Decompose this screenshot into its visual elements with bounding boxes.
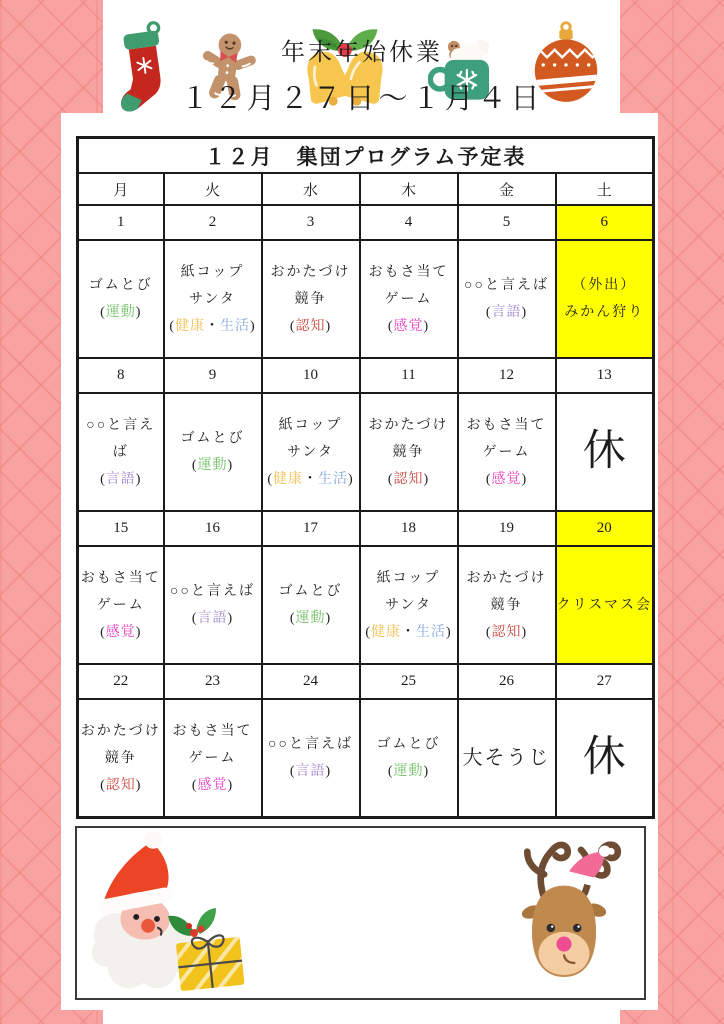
activity-category: (認知) [387, 471, 430, 487]
activity-name: 休 [582, 428, 626, 475]
activity-name: ○○と言えば [86, 417, 156, 460]
category-label: 生活 [220, 318, 250, 334]
date-cell-18: 18 [360, 511, 458, 546]
weekday-header: 木 [360, 173, 458, 205]
calendar-body [78, 205, 654, 818]
date-cell-11: 11 [360, 358, 458, 393]
date-cell-23: 23 [164, 664, 262, 699]
category-label: 認知 [295, 318, 326, 334]
activity-cell [164, 546, 262, 664]
activity-name: おもさ当て [80, 570, 161, 586]
activity-name: おもさ当て [466, 417, 547, 433]
weekday-header: 火 [164, 173, 262, 205]
activity-cell [78, 240, 164, 358]
activity-category: (言語) [191, 611, 234, 626]
date-row [78, 511, 654, 546]
category-label: 感覚 [491, 471, 522, 487]
activity-category: (感覚) [100, 624, 142, 640]
activity-name: ○○と言えば [170, 584, 255, 599]
category-label: 運動 [295, 611, 326, 626]
date-cell-17: 17 [262, 511, 360, 546]
activity-cell [262, 546, 360, 664]
activity-category: (言語) [485, 305, 528, 320]
calendar-table [76, 136, 655, 819]
date-cell-12: 12 [458, 358, 556, 393]
activity-name: サンタ [287, 444, 334, 460]
activity-category: (認知) [100, 777, 142, 793]
activity-cell [360, 546, 458, 664]
category-label: 言語 [105, 471, 136, 487]
activity-category: (運動) [191, 458, 234, 473]
holiday-notice-title: 年末年始休業 [281, 40, 443, 66]
activity-category: (健康・生活) [169, 318, 256, 334]
activity-name: おかたづけ [466, 570, 547, 586]
activity-cell [164, 699, 262, 818]
activity-category: (感覚) [191, 777, 234, 793]
category-label: 言語 [295, 764, 326, 779]
activity-category: (認知) [289, 318, 332, 334]
category-label: 感覚 [197, 777, 228, 793]
date-cell-2: 2 [164, 205, 262, 240]
activity-cell [556, 546, 654, 664]
activity-name: みかん狩り [564, 305, 645, 320]
activity-name: 紙コップ [180, 264, 245, 280]
activity-name: （外出） [572, 278, 637, 293]
category-label: 運動 [197, 458, 228, 473]
activity-name: ゴムとび [278, 584, 343, 599]
category-label: 生活 [416, 624, 446, 640]
activity-row [78, 393, 654, 511]
category-label: 言語 [491, 305, 522, 320]
activity-cell [458, 393, 556, 511]
category-label: 感覚 [105, 624, 136, 640]
activity-name: クリスマス会 [556, 597, 652, 613]
date-cell-27: 27 [556, 664, 654, 699]
activity-name: おかたづけ [368, 417, 449, 433]
date-cell-16: 16 [164, 511, 262, 546]
activity-category: (運動) [289, 611, 332, 626]
activity-name: おかたづけ [80, 723, 161, 739]
activity-name: ゲーム [384, 291, 433, 307]
activity-row [78, 546, 654, 664]
activity-name: 休 [582, 734, 626, 781]
holiday-notice-dates: １２月２７日～１月４日 [180, 83, 544, 115]
activity-cell [78, 393, 164, 511]
activity-name: 競争 [104, 750, 137, 766]
activity-cell [458, 546, 556, 664]
activity-cell [556, 699, 654, 818]
activity-cell [458, 240, 556, 358]
activity-cell [556, 240, 654, 358]
activity-category: (健康・生活) [365, 624, 452, 640]
activity-cell [262, 699, 360, 818]
date-cell-13: 13 [556, 358, 654, 393]
weekday-header: 水 [262, 173, 360, 205]
activity-name: ゴムとび [88, 278, 153, 293]
gift-with-holly-icon [164, 902, 256, 996]
activity-name: 大そうじ [462, 747, 551, 769]
date-cell-26: 26 [458, 664, 556, 699]
activity-cell [458, 699, 556, 818]
activity-cell [164, 393, 262, 511]
weekday-header: 金 [458, 173, 556, 205]
activity-category: (運動) [100, 305, 142, 320]
weekday-header: 土 [556, 173, 654, 205]
activity-cell [164, 240, 262, 358]
activity-name: ○○と言えば [464, 278, 549, 293]
weekday-header: 月 [78, 173, 164, 205]
activity-name: おもさ当て [368, 264, 449, 280]
date-cell-15: 15 [78, 511, 164, 546]
date-cell-22: 22 [78, 664, 164, 699]
activity-name: 紙コップ [278, 417, 343, 433]
activity-name: ゲーム [188, 750, 237, 766]
category-label: 認知 [393, 471, 424, 487]
activity-category: (言語) [100, 471, 142, 487]
date-cell-20: 20 [556, 511, 654, 546]
bottom-white-band [103, 1010, 620, 1024]
date-row [78, 358, 654, 393]
calendar-title: １２月 集団プログラム予定表 [78, 138, 654, 174]
category-label: 言語 [197, 611, 228, 626]
activity-category: (言語) [289, 764, 332, 779]
activity-cell [262, 240, 360, 358]
activity-name: サンタ [189, 291, 236, 307]
activity-name: 競争 [490, 597, 523, 613]
activity-cell [360, 240, 458, 358]
date-cell-3: 3 [262, 205, 360, 240]
date-row [78, 664, 654, 699]
category-label: 運動 [393, 764, 424, 779]
date-cell-25: 25 [360, 664, 458, 699]
activity-cell [360, 393, 458, 511]
date-cell-1: 1 [78, 205, 164, 240]
activity-category: (運動) [387, 764, 430, 779]
activity-name: おもさ当て [172, 723, 253, 739]
activity-row [78, 240, 654, 358]
activity-category: (感覚) [387, 318, 430, 334]
date-cell-6: 6 [556, 205, 654, 240]
date-cell-10: 10 [262, 358, 360, 393]
category-label: 健康 [273, 471, 303, 487]
activity-name: ゲーム [482, 444, 531, 460]
activity-name: ○○と言えば [268, 737, 353, 752]
activity-cell [360, 699, 458, 818]
calendar-title-row [78, 138, 654, 174]
date-row [78, 205, 654, 240]
activity-name: おかたづけ [270, 264, 351, 280]
activity-category: (感覚) [485, 471, 528, 487]
activity-name: 競争 [392, 444, 425, 460]
activity-name: ゲーム [96, 597, 145, 613]
activity-cell [556, 393, 654, 511]
activity-name: ゴムとび [376, 737, 441, 752]
date-cell-4: 4 [360, 205, 458, 240]
category-label: 生活 [318, 471, 348, 487]
activity-cell [78, 546, 164, 664]
category-label: 認知 [491, 624, 522, 640]
date-cell-9: 9 [164, 358, 262, 393]
category-label: 認知 [105, 777, 136, 793]
reindeer-icon [498, 834, 630, 990]
category-label: 健康 [371, 624, 401, 640]
activity-cell [262, 393, 360, 511]
category-label: 感覚 [393, 318, 424, 334]
date-cell-8: 8 [78, 358, 164, 393]
weekday-header-row [78, 173, 654, 205]
date-cell-24: 24 [262, 664, 360, 699]
category-label: 健康 [175, 318, 205, 334]
activity-cell [78, 699, 164, 818]
activity-name: サンタ [385, 597, 432, 613]
activity-name: 紙コップ [376, 570, 441, 586]
date-cell-19: 19 [458, 511, 556, 546]
date-cell-5: 5 [458, 205, 556, 240]
activity-category: (健康・生活) [267, 471, 354, 487]
activity-row [78, 699, 654, 818]
activity-name: ゴムとび [180, 431, 245, 446]
activity-name: 競争 [294, 291, 327, 307]
category-label: 運動 [105, 305, 136, 320]
activity-category: (認知) [485, 624, 528, 640]
